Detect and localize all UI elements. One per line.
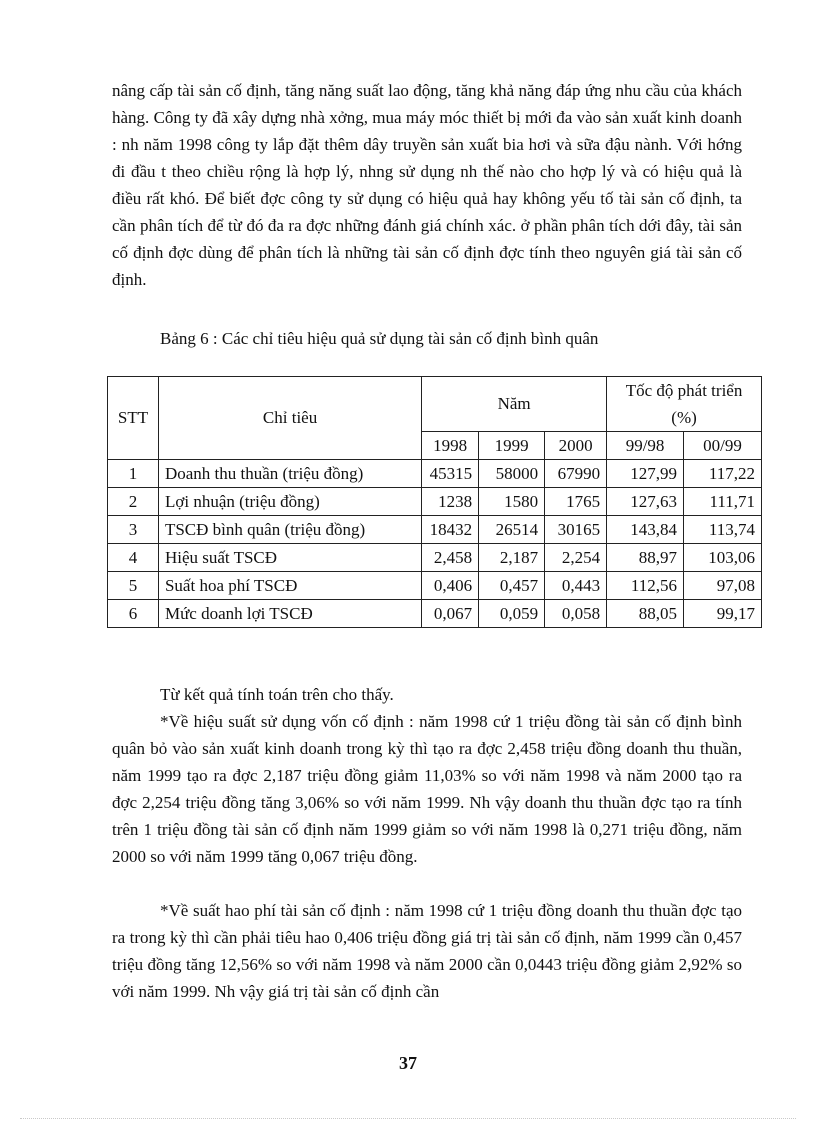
header-indicator: Chỉ tiêu: [158, 377, 421, 460]
cell-value: 2,458: [422, 544, 479, 572]
page-number: 37: [399, 1053, 417, 1073]
cell-growth: 88,97: [607, 544, 684, 572]
cell-growth: 127,99: [607, 460, 684, 488]
cell-indicator: TSCĐ bình quân (triệu đồng): [158, 516, 421, 544]
cell-growth: 113,74: [684, 516, 762, 544]
cell-value: 0,406: [422, 572, 479, 600]
table-row: [108, 572, 762, 600]
footer-divider: [20, 1118, 796, 1119]
cell-value: 67990: [545, 460, 607, 488]
cell-growth: 88,05: [607, 600, 684, 628]
table-row: [108, 516, 762, 544]
body-paragraph-4: *Về suất hao phí tài sản cố định : năm 1998 cứ 1 triệu đồng doanh thu thuần đợc tạo ra trong kỳ thì cần phải tiêu hao 0,406 triệu đồng giá trị tài sản cố định, năm 1999 cần 0,457 triệu đồng tăng 12,56% so với năm 1998 và năm 2000 cần 0,0443 triệu đồng giảm 2,92% so với năm 1999. Nh vậy giá trị tài sản cố định cần: [112, 901, 742, 1001]
cell-growth: 117,22: [684, 460, 762, 488]
header-growth-cell: 00/99: [684, 432, 762, 460]
cell-stt: 6: [108, 600, 159, 628]
cell-value: 0,058: [545, 600, 607, 628]
cell-value: 0,067: [422, 600, 479, 628]
table-row: [108, 460, 762, 488]
cell-growth: 99,17: [684, 600, 762, 628]
body-paragraph-1: nâng cấp tài sản cố định, tăng năng suất lao động, tăng khả năng đáp ứng nhu cầu của khách hàng. Công ty đã xây dựng nhà xởng, mua máy móc thiết bị mới đa vào sản xuất kinh doanh : nh năm 1998 công ty lắp đặt thêm dây truyền sản xuất bia hơi và sữa đậu nành. Với hớng đi đầu t theo chiều rộng là hợp lý, nhng sử dụng nh thế nào cho hợp lý và có hiệu quả là điều rất khó. Để biết đợc công ty sử dụng có hiệu quả hay không yếu tố tài sản cố định, ta cần phân tích để từ đó đa ra đợc những đánh giá chính xác. ở phần phân tích dới đây, tài sản cố định đợc dùng để phân tích là những tài sản cố định đợc tính theo nguyên giá tài sản cố định.: [112, 81, 742, 289]
table-row: [108, 488, 762, 516]
cell-growth: 111,71: [684, 488, 762, 516]
cell-indicator: Doanh thu thuần (triệu đồng): [158, 460, 421, 488]
body-paragraph-3: *Về hiệu suất sử dụng vốn cố định : năm 1998 cứ 1 triệu đồng tài sản cố định bình quân bỏ vào sản xuất kinh doanh trong kỳ thì tạo ra đợc 2,458 triệu đồng doanh thu thuần, năm 1999 tạo ra đợc 2,187 triệu đồng giảm 11,03% so với năm 1998 và năm 2000 tạo ra đợc 2,254 triệu đồng tăng 3,06% so với năm 1999. Nh vậy doanh thu thuần đợc tạo ra tính trên 1 triệu đồng tài sản cố định năm 1999 giảm so với năm 1998 là 0,271 triệu đồng, năm 2000 so với năm 1999 tăng 0,067 triệu đồng.: [112, 712, 742, 866]
header-year-cell: 2000: [545, 432, 607, 460]
cell-value: 18432: [422, 516, 479, 544]
cell-value: 2,187: [479, 544, 545, 572]
cell-stt: 5: [108, 572, 159, 600]
header-year-cell: 1998: [422, 432, 479, 460]
cell-growth: 103,06: [684, 544, 762, 572]
cell-indicator: Lợi nhuận (triệu đồng): [158, 488, 421, 516]
cell-value: 58000: [479, 460, 545, 488]
cell-value: 45315: [422, 460, 479, 488]
header-stt: STT: [108, 377, 159, 460]
indicator-table: [107, 376, 762, 628]
header-growth-cell: 99/98: [607, 432, 684, 460]
table-header-row: [108, 377, 762, 432]
table-caption: Bảng 6 : Các chỉ tiêu hiệu quả sử dụng tài sản cố định bình quân: [160, 329, 599, 348]
header-year-cell: 1999: [479, 432, 545, 460]
header-growth: Tốc độ phát triển (%): [607, 377, 762, 432]
cell-value: 30165: [545, 516, 607, 544]
cell-stt: 1: [108, 460, 159, 488]
cell-growth: 127,63: [607, 488, 684, 516]
cell-value: 2,254: [545, 544, 607, 572]
cell-growth: 97,08: [684, 572, 762, 600]
cell-indicator: Mức doanh lợi TSCĐ: [158, 600, 421, 628]
cell-value: 1238: [422, 488, 479, 516]
cell-stt: 2: [108, 488, 159, 516]
cell-value: 1765: [545, 488, 607, 516]
cell-value: 0,059: [479, 600, 545, 628]
cell-stt: 3: [108, 516, 159, 544]
cell-indicator: Suất hoa phí TSCĐ: [158, 572, 421, 600]
table-row: [108, 544, 762, 572]
body-paragraph-2: Từ kết quả tính toán trên cho thấy.: [160, 685, 394, 704]
cell-indicator: Hiệu suất TSCĐ: [158, 544, 421, 572]
cell-growth: 143,84: [607, 516, 684, 544]
table-row: [108, 600, 762, 628]
cell-stt: 4: [108, 544, 159, 572]
cell-value: 1580: [479, 488, 545, 516]
cell-value: 0,457: [479, 572, 545, 600]
cell-growth: 112,56: [607, 572, 684, 600]
cell-value: 26514: [479, 516, 545, 544]
cell-value: 0,443: [545, 572, 607, 600]
header-year: Năm: [422, 377, 607, 432]
